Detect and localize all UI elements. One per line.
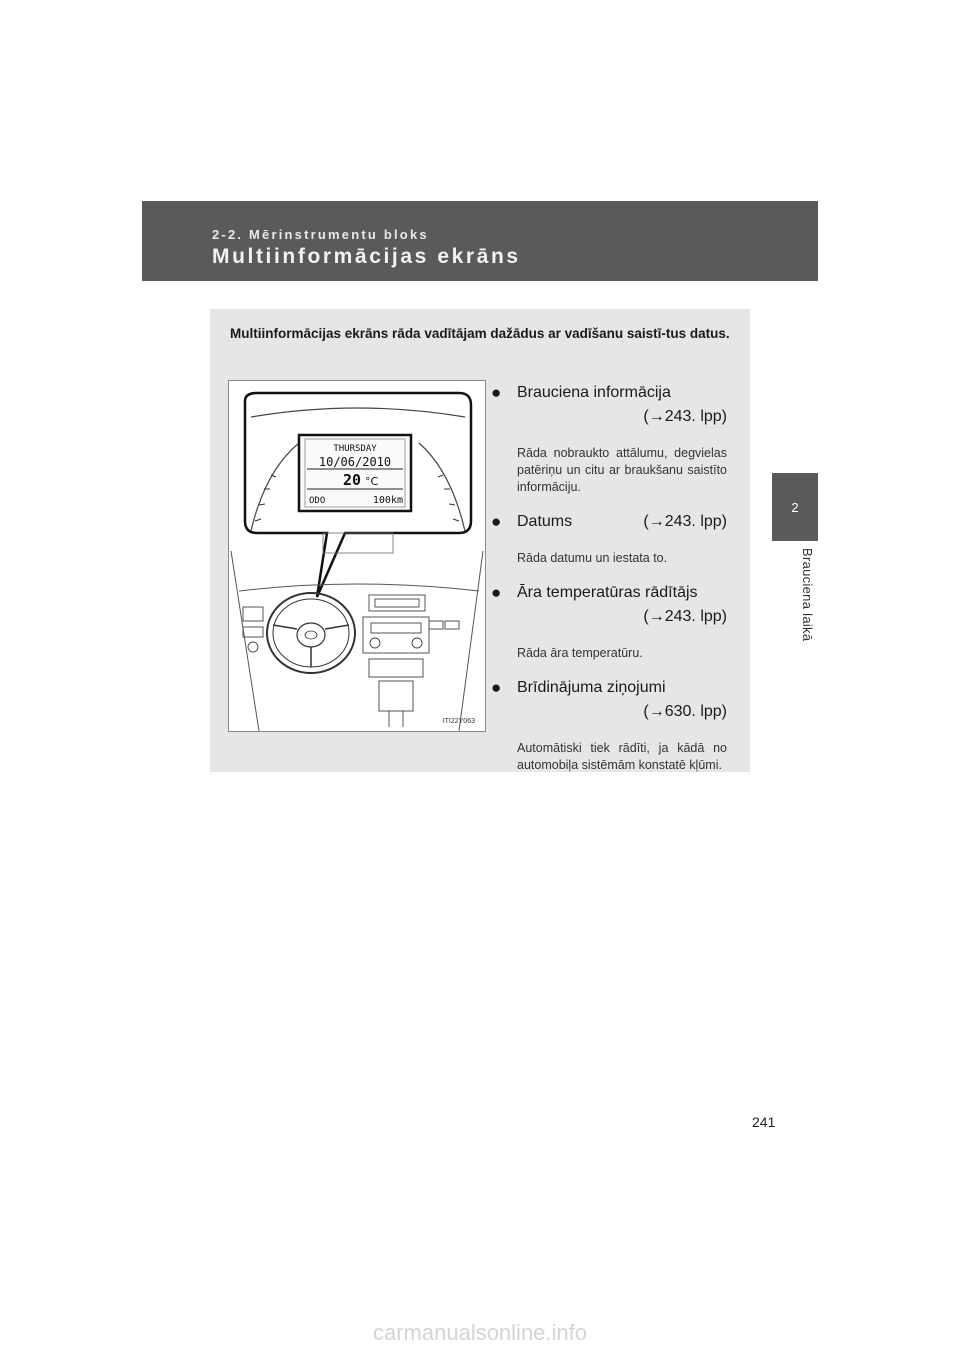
- list-item: [491, 581, 727, 605]
- list-item: [491, 381, 727, 405]
- bullet-icon: ●: [491, 383, 502, 402]
- item-title: Brauciena informācija: [517, 384, 671, 401]
- bullet-icon: ●: [491, 583, 502, 602]
- page-reference: (→630. lpp): [643, 703, 727, 720]
- center-console: [363, 595, 459, 727]
- display-odo-value: 100km: [372, 495, 403, 506]
- bullet-icon: ●: [491, 678, 502, 697]
- display-day: THURSDAY: [333, 444, 377, 454]
- steering-wheel: [267, 593, 355, 673]
- page-reference: (→243. lpp): [643, 513, 727, 530]
- intro-text: Multiinformācijas ekrāns rāda vadītājam dažādus ar vadīšanu saistī-tus datus.: [230, 326, 730, 341]
- item-title: Datums: [517, 513, 573, 530]
- chapter-number: 2: [791, 499, 799, 515]
- page-reference: (→243. lpp): [643, 608, 727, 625]
- feature-list: [491, 381, 727, 788]
- chapter-tab: [772, 473, 818, 541]
- display-odo-label: ODO: [309, 496, 326, 506]
- section-header: [142, 201, 818, 281]
- bullet-icon: ●: [491, 512, 502, 531]
- display-date: 10/06/2010: [318, 455, 392, 469]
- list-item: [491, 510, 727, 534]
- item-description: Rāda āra temperatūru.: [517, 646, 643, 660]
- chapter-label: Brauciena laikā: [800, 548, 815, 642]
- display-temp-unit: °C: [365, 475, 379, 488]
- display-temp: 20: [342, 471, 361, 489]
- content-box: [210, 309, 750, 772]
- item-description: Rāda nobraukto attālumu, degvielas patēriņu un citu ar braukšanu saistīto informāciju.: [517, 446, 727, 494]
- item-title: Āra temperatūras rādītājs: [517, 584, 698, 601]
- list-item: [491, 676, 727, 700]
- item-description: Rāda datumu un iestata to.: [517, 551, 668, 565]
- item-description: Automātiski tiek rādīti, ja kādā no automobiļa sistēmām konstatē kļūmi.: [517, 741, 727, 772]
- page-reference: (→243. lpp): [643, 408, 727, 425]
- dashboard-illustration: [228, 380, 486, 732]
- page-number: 241: [752, 1114, 776, 1130]
- page-title: Multiinformācijas ekrāns: [212, 245, 521, 268]
- watermark: carmanualsonline.info: [372, 1320, 588, 1345]
- dashboard-drawing: [229, 381, 485, 731]
- figure-code: ITI22Y063: [442, 718, 475, 725]
- section-label: 2-2. Mērinstrumentu bloks: [212, 227, 429, 242]
- item-title: Brīdinājuma ziņojumi: [517, 679, 666, 696]
